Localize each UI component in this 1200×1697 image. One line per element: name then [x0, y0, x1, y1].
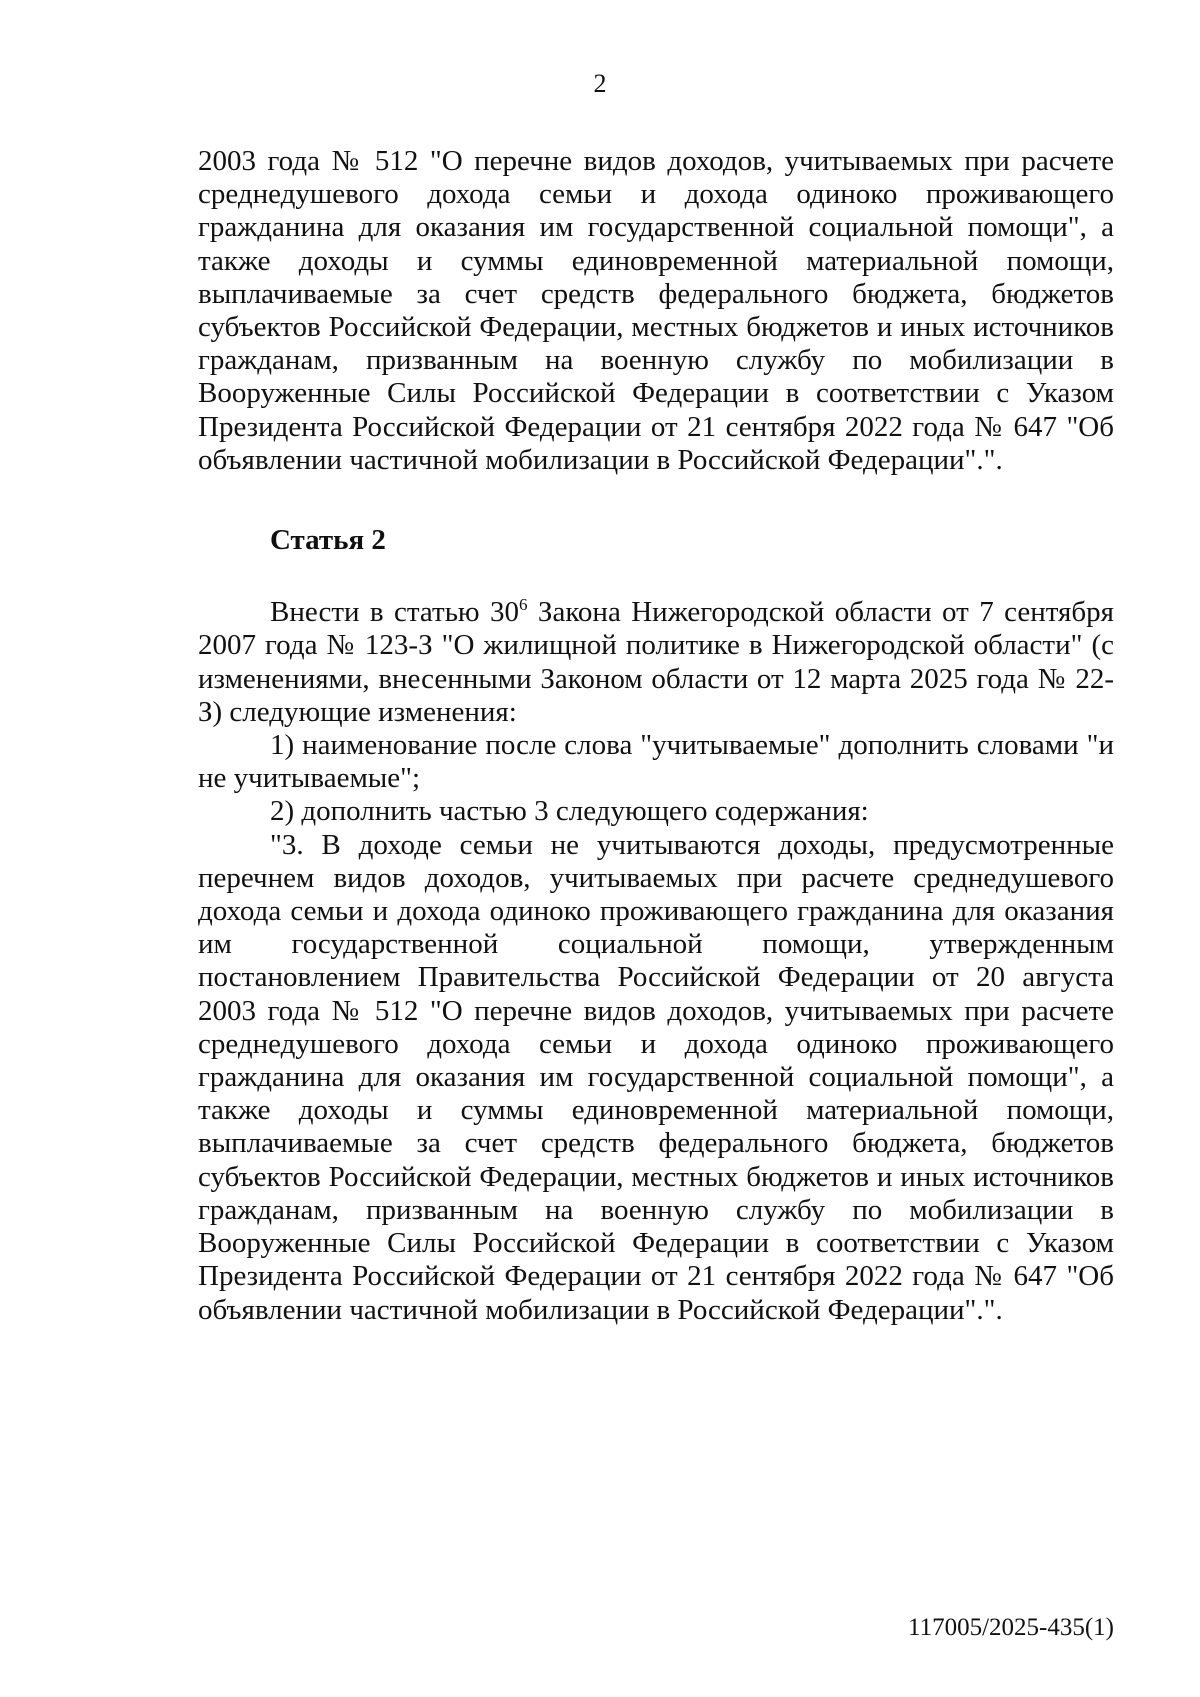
article-2-intro-start: Внести в статью 30: [270, 596, 520, 629]
article-2-heading: Статья 2: [270, 524, 386, 557]
article-2-intro-rest: Закона Нижегородской области от 7 сентября 2007 года № 123-З "О жилищной политике в Нижегородской области" (с изменениями, внесенными Законом области от 12 марта 2025 года № 22-З) следующие изменения:: [198, 596, 1114, 728]
article-number-superscript: 6: [519, 595, 528, 615]
amendment-item-1: 1) наименование после слова "учитываемые" дополнить словами "и не учитываемые";: [198, 729, 1114, 795]
document-code: 117005/2025-435(1): [908, 1614, 1114, 1641]
article-1-continuation: 2003 года № 512 "О перечне видов доходов, учитываемых при расчете среднедушевого дохода семьи и дохода одиноко проживающего гражданина для оказания им государственной социальной помощи", а также доходы и суммы единовременной материальной помощи, выплачиваемые за счет средств федерального бюджета, бюджетов субъектов Российской Федерации, местных бюджетов и иных источников гражданам, призванным на военную службу по мобилизации в Вооруженные Силы Российской Федерации в соответствии с Указом Президента Российской Федерации от 21 сентября 2022 года № 647 "Об объявлении частичной мобилизации в Российской Федерации".".: [198, 145, 1114, 476]
article-2-intro: [198, 596, 1114, 729]
amendment-item-2: 2) дополнить частью 3 следующего содержания:: [270, 795, 869, 828]
page-number: 2: [593, 69, 607, 98]
document-body: [198, 145, 1114, 1327]
new-part-3-text: "3. В доходе семьи не учитываются доходы, предусмотренные перечнем видов доходов, учитываемых при расчете среднедушевого дохода семьи и дохода одиноко проживающего гражданина для оказания им государственной социальной помощи, утвержденным постановлением Правительства Российской Федерации от 20 августа 2003 года № 512 "О перечне видов доходов, учитываемых при расчете среднедушевого дохода семьи и дохода одиноко проживающего гражданина для оказания им государственной социальной помощи", а также доходы и суммы единовременной материальной помощи, выплачиваемые за счет средств федерального бюджета, бюджетов субъектов Российской Федерации, местных бюджетов и иных источников гражданам, призванным на военную службу по мобилизации в Вооруженные Силы Российской Федерации в соответствии с Указом Президента Российской Федерации от 21 сентября 2022 года № 647 "Об объявлении частичной мобилизации в Российской Федерации".".: [198, 828, 1114, 1326]
